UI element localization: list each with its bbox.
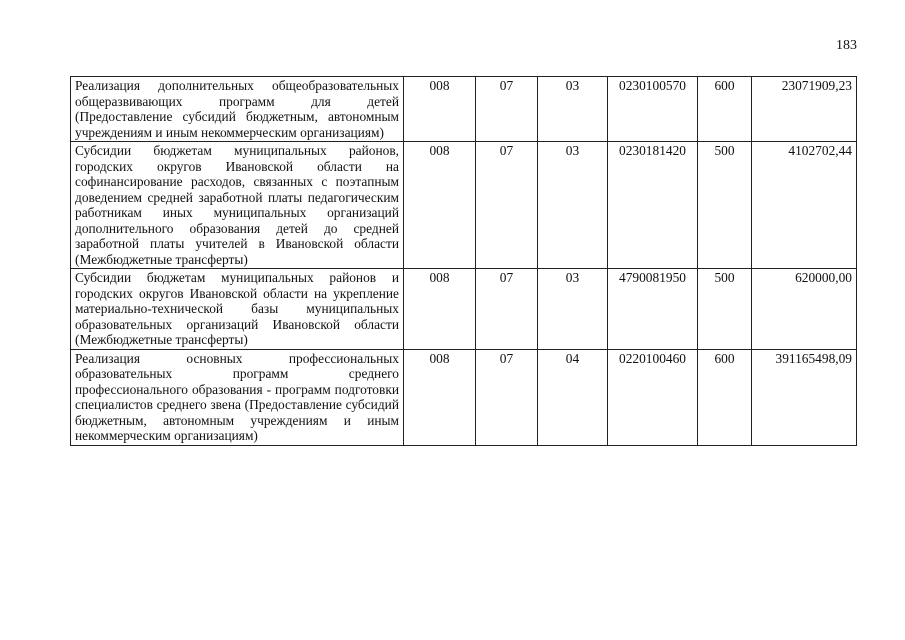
table-row [71, 142, 857, 269]
target-article-cell: 0230100570 [608, 77, 698, 142]
table-row [71, 77, 857, 142]
page-number: 183 [836, 38, 857, 53]
expense-name-cell: Реализация дополнительных общеобразовательных общеразвивающих программ для детей (Предоставление субсидий бюджетным, автономным учреждениям и иным некоммерческим организациям) [71, 77, 404, 142]
table-row [71, 269, 857, 350]
subsection-code-cell: 03 [538, 269, 608, 350]
target-article-cell: 0220100460 [608, 349, 698, 445]
ministry-code-cell: 008 [404, 142, 476, 269]
target-article-cell: 0230181420 [608, 142, 698, 269]
amount-cell: 23071909,23 [752, 77, 857, 142]
section-code-cell: 07 [476, 349, 538, 445]
amount-cell: 620000,00 [752, 269, 857, 350]
expense-type-cell: 500 [698, 142, 752, 269]
expense-type-cell: 500 [698, 269, 752, 350]
section-code-cell: 07 [476, 142, 538, 269]
target-article-cell: 4790081950 [608, 269, 698, 350]
ministry-code-cell: 008 [404, 77, 476, 142]
amount-cell: 391165498,09 [752, 349, 857, 445]
subsection-code-cell: 03 [538, 77, 608, 142]
amount-cell: 4102702,44 [752, 142, 857, 269]
budget-table [70, 76, 857, 446]
subsection-code-cell: 04 [538, 349, 608, 445]
section-code-cell: 07 [476, 77, 538, 142]
expense-name-cell: Реализация основных профессиональных образовательных программ среднего профессионального образования - программ подготовки специалистов среднего звена (Предоставление субсидий бюджетным, автономным учреждениям и иным некоммерческим организациям) [71, 349, 404, 445]
section-code-cell: 07 [476, 269, 538, 350]
subsection-code-cell: 03 [538, 142, 608, 269]
table-row [71, 349, 857, 445]
expense-name-cell: Субсидии бюджетам муниципальных районов, городских округов Ивановской области на софинансирование расходов, связанных с поэтапным доведением средней заработной платы педагогическим работникам иных муниципальных организаций дополнительного образования детей до средней заработной платы учителей в Ивановской области (Межбюджетные трансферты) [71, 142, 404, 269]
expense-type-cell: 600 [698, 349, 752, 445]
ministry-code-cell: 008 [404, 349, 476, 445]
expense-type-cell: 600 [698, 77, 752, 142]
ministry-code-cell: 008 [404, 269, 476, 350]
expense-name-cell: Субсидии бюджетам муниципальных районов и городских округов Ивановской области на укрепление материально-технической базы муниципальных образовательных организаций Ивановской области (Межбюджетные трансферты) [71, 269, 404, 350]
